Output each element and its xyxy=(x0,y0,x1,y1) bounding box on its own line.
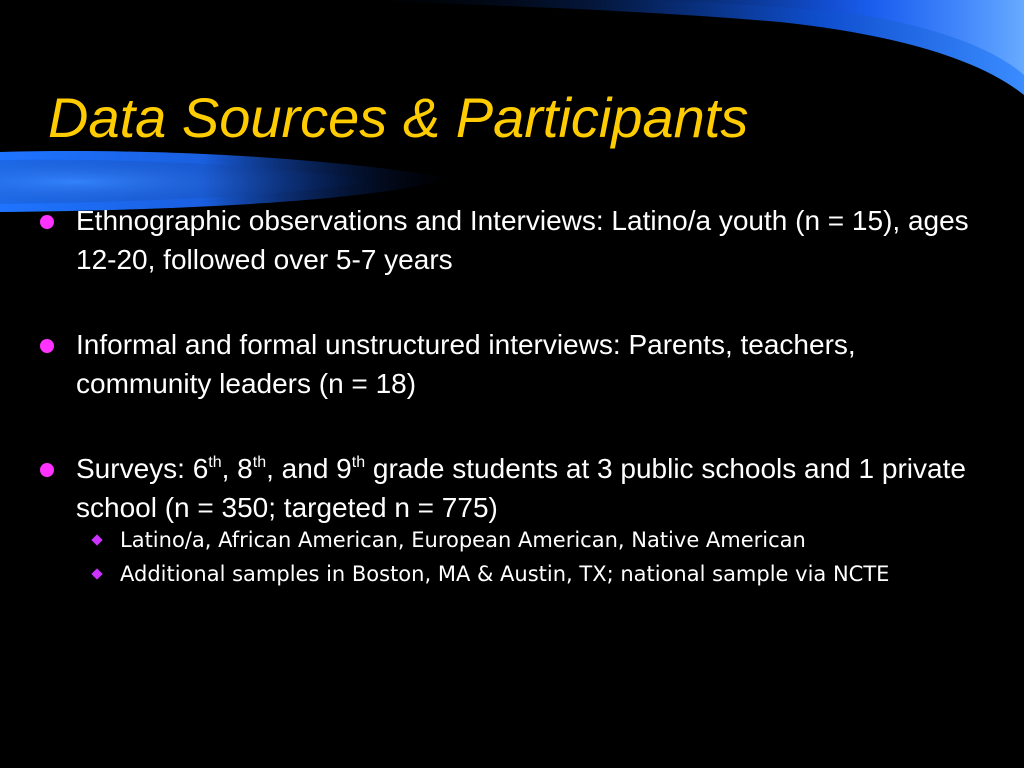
text-segment: Surveys: 6 xyxy=(76,453,209,484)
sub-bullet-item xyxy=(120,525,1010,555)
bullet-dot-icon xyxy=(40,215,54,229)
text-segment: , 8 xyxy=(221,453,253,484)
bullet-item xyxy=(76,449,996,527)
ordinal-suffix: th xyxy=(252,454,267,471)
bullet-text: Informal and formal unstructured interviews: Parents, teachers, community leaders (n = 18) xyxy=(76,329,856,399)
bullet-dot-icon xyxy=(40,463,54,477)
sub-bullet-text: Additional samples in Boston, MA & Austin, TX; national sample via NCTE xyxy=(120,562,890,586)
ordinal-suffix: th xyxy=(208,454,222,471)
bullet-text xyxy=(76,453,966,523)
sub-bullet-item xyxy=(120,559,1010,589)
bullet-item xyxy=(76,325,996,403)
ordinal-suffix: th xyxy=(351,454,366,471)
text-segment: , and 9 xyxy=(266,453,352,484)
bullet-item xyxy=(76,201,996,279)
text-segment: grade students at 3 public schools and 1 private school (n = 350; targeted n = 775) xyxy=(76,453,966,523)
bullet-text: Ethnographic observations and Interviews: Latino/a youth (n = 15), ages 12-20, followed over 5-7 years xyxy=(76,205,969,275)
sub-bullet-text: Latino/a, African American, European American, Native American xyxy=(120,528,806,552)
bullet-dot-icon xyxy=(40,339,54,353)
slide-title: Data Sources & Participants xyxy=(48,86,749,149)
